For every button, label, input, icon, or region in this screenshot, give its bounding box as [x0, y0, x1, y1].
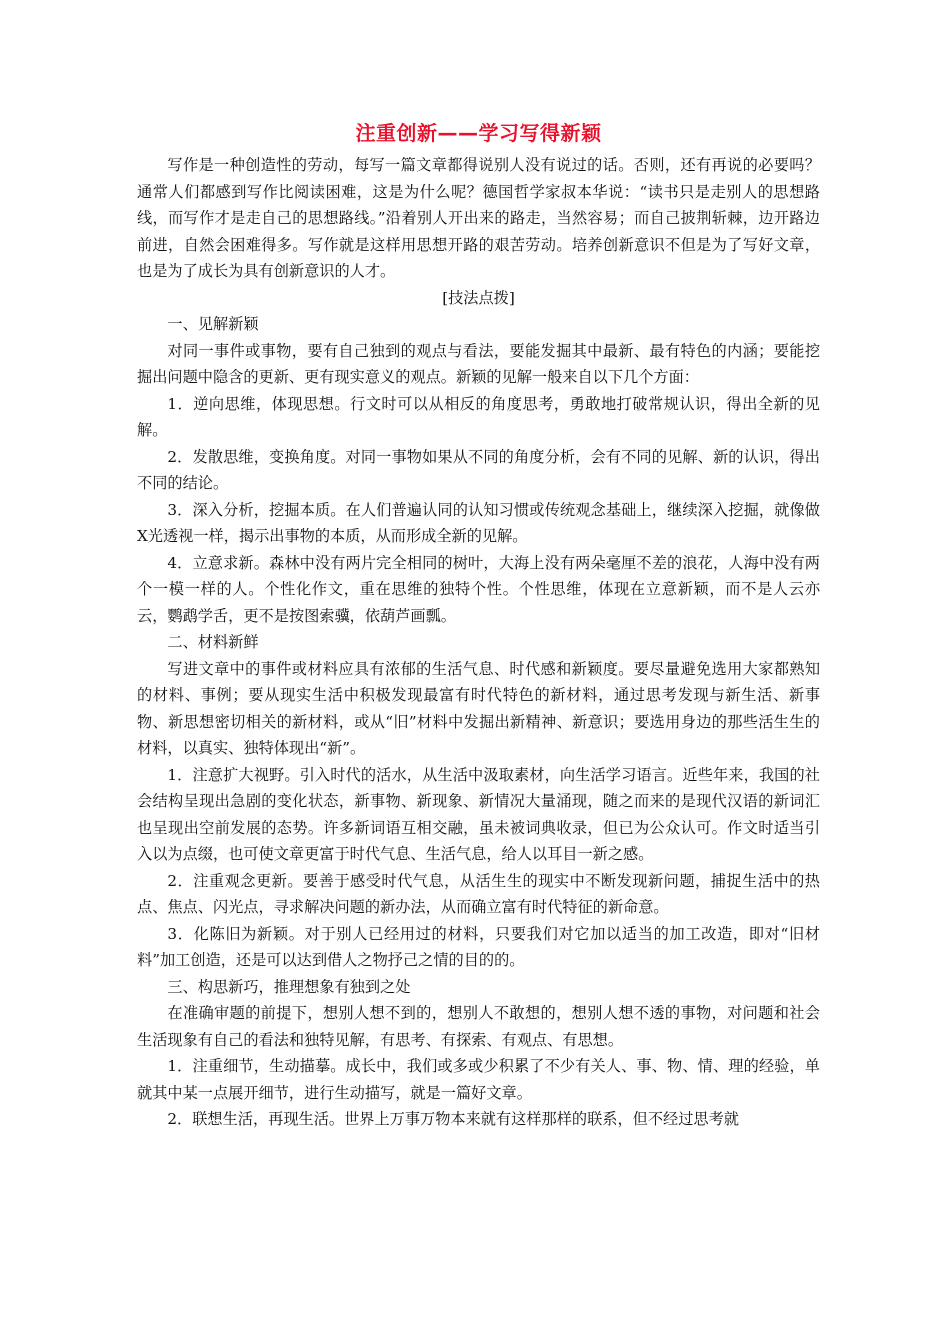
- section-heading: 二、材料新鲜: [167, 633, 259, 651]
- list-item: 3．深入分析，挖掘本质。在人们普遍认同的认知习惯或传统观念基础上，继续深入挖掘，就像做X光透视一样，揭示出事物的本质，从而形成全新的见解。: [137, 500, 820, 545]
- section-label: [技法点拨]: [442, 288, 515, 307]
- section-heading: 三、构思新巧，推理想象有独到之处: [167, 977, 411, 996]
- paragraph: 在准确审题的前提下，想别人想不到的，想别人不敢想的，想别人想不透的事物，对问题和社会生活现象有自己的看法和独特见解，有思考、有探索、有观点、有思想。: [137, 1004, 820, 1049]
- list-item: 1．注意扩大视野。引入时代的活水，从生活中汲取素材，向生活学习语言。近些年来，我国的社会结构呈现出急剧的变化状态，新事物、新现象、新情况大量涌现，随之而来的是现代汉语的新词汇也呈现出空前发展的态势。许多新词语互相交融，虽未被词典收录，但已为公众认可。作文时适当引入以为点缀，也可使文章更富于时代气息、生活气息，给人以耳目一新之感。: [137, 765, 820, 863]
- list-item: 2．注重观念更新。要善于感受时代气息，从活生生的现实中不断发现新问题，捕捉生活中的热点、焦点、闪光点，寻求解决问题的新办法，从而确立富有时代特征的新命意。: [137, 871, 820, 916]
- list-item: 1．注重细节，生动描摹。成长中，我们或多或少积累了不少有关人、事、物、情、理的经验，单就其中某一点展开细节，进行生动描写，就是一篇好文章。: [137, 1057, 820, 1102]
- paragraph: 对同一事件或事物，要有自己独到的观点与看法，要能发掘其中最新、最有特色的内涵；要能挖掘出问题中隐含的更新、更有现实意义的观点。新颖的见解一般来自以下几个方面：: [137, 341, 820, 386]
- list-item: 2．联想生活，再现生活。世界上万事万物本来就有这样那样的联系，但不经过思考就: [167, 1110, 739, 1128]
- list-item: 3．化陈旧为新颖。对于别人已经用过的材料，只要我们对它加以适当的加工改造，即对“旧材料”加工创造，还是可以达到借人之物抒己之情的目的的。: [137, 924, 820, 969]
- list-item: 1．逆向思维，体现思想。行文时可以从相反的角度思考，勇敢地打破常规认识，得出全新的见解。: [137, 394, 820, 439]
- document-page: [137, 118, 820, 1133]
- page-title: 注重创新——学习写得新颖: [355, 121, 602, 145]
- section-heading: 一、见解新颖: [167, 315, 259, 333]
- list-item: 2．发散思维，变换角度。对同一事物如果从不同的角度分析，会有不同的见解、新的认识，得出不同的结论。: [137, 447, 820, 492]
- list-item: 4．立意求新。森林中没有两片完全相同的树叶，大海上没有两朵毫厘不差的浪花，人海中没有两个一模一样的人。个性化作文，重在思维的独特个性。个性思维，体现在立意新颖，而不是人云亦云，鹦鹉学舌，更不是按图索骥，依葫芦画瓢。: [137, 553, 820, 625]
- paragraph: 写进文章中的事件或材料应具有浓郁的生活气息、时代感和新颖度。要尽量避免选用大家都熟知的材料、事例；要从现实生活中积极发现最富有时代特色的新材料，通过思考发现与新生活、新事物、新思想密切相关的新材料，或从“旧”材料中发掘出新精神、新意识；要选用身边的那些活生生的材料，以真实、独特体现出“新”。: [137, 659, 820, 757]
- intro-paragraph: 写作是一种创造性的劳动，每写一篇文章都得说别人没有说过的话。否则，还有再说的必要吗？通常人们都感到写作比阅读困难，这是为什么呢？德国哲学家叔本华说：“读书只是走别人的思想路线，而写作才是走自己的思想路线。”沿着别人开出来的路走，当然容易；而自己披荆斩棘，边开路边前进，自然会困难得多。写作就是这样用思想开路的艰苦劳动。培养创新意识不但是为了写好文章，也是为了成长为具有创新意识的人才。: [137, 156, 820, 280]
